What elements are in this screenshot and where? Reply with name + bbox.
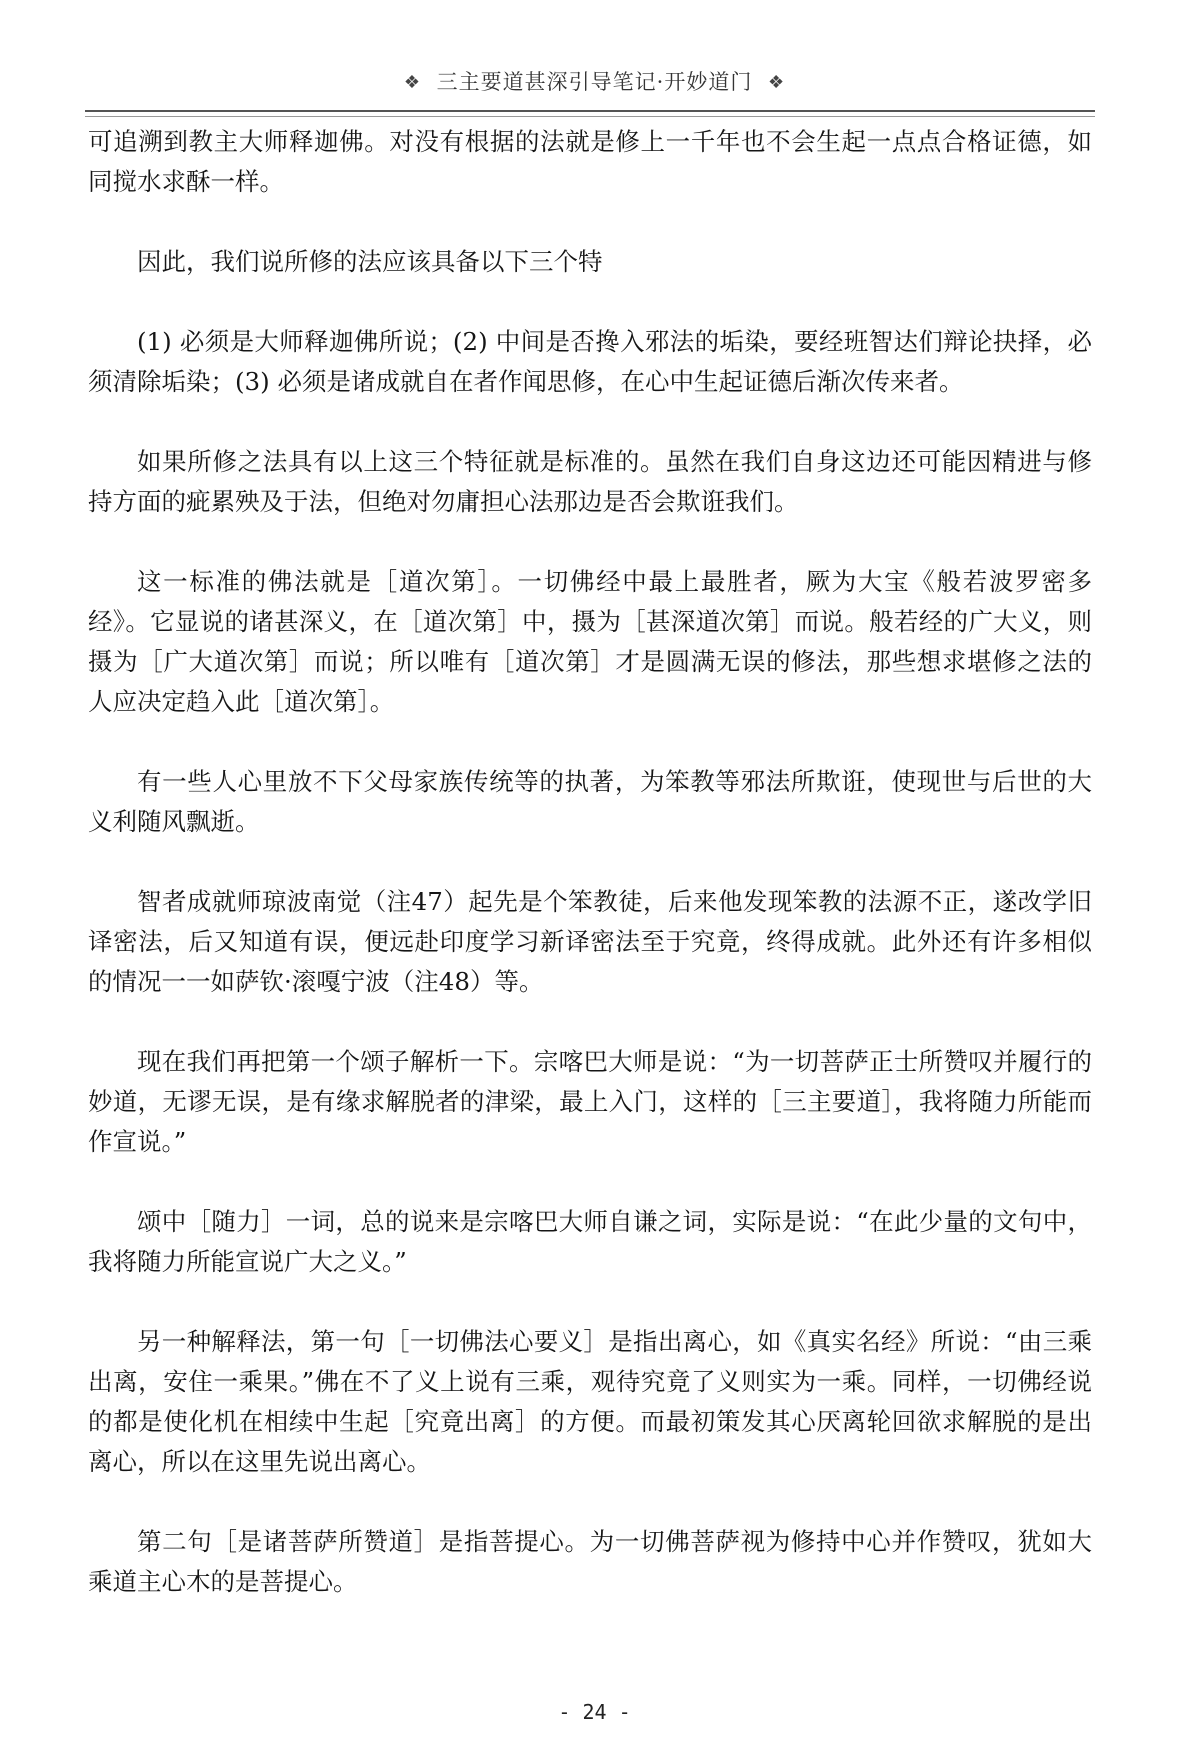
paragraph: 另一种解释法，第一句［一切佛法心要义］是指出离心，如《真实名经》所说：“由三乘出离，安住一乘果。”佛在不了义上说有三乘，观待究竟了义则实为一乘。同样，一切佛经说的都是使化机在相续中生起［究竟出离］的方便。而最初策发其心厌离轮回欲求解脱的是出离心，所以在这里先说出离心。 <box>88 1327 1092 1476</box>
paragraph: 这一标准的佛法就是［道次第］。一切佛经中最上最胜者，厥为大宝《般若波罗密多经》。它显说的诸甚深义，在［道次第］中，摄为［甚深道次第］而说。般若经的广大义，则摄为［广大道次第］而说；所以唯有［道次第］才是圆满无误的修法，那些想求堪修之法的人应决定趋入此［道次第］。 <box>88 567 1092 716</box>
header-rule-thin <box>85 116 1095 117</box>
paragraph: (1) 必须是大师释迦佛所说；(2) 中间是否搀入邪法的垢染，要经班智达们辩论抉择，必须清除垢染；(3) 必须是诸成就自在者作闻思修，在心中生起证德后渐次传来者。 <box>88 327 1092 396</box>
page-number: - 24 - <box>558 1700 631 1724</box>
paragraph: 智者成就师琼波南觉（注47）起先是个笨教徒，后来他发现笨教的法源不正，遂改学旧译密法，后又知道有误，便远赴印度学习新译密法至于究竟，终得成就。此外还有许多相似的情况一一如萨钦·滚嘎宁波（注48）等。 <box>88 887 1092 996</box>
ornament-left-icon: ❖ <box>403 72 421 93</box>
paragraph: 颂中［随力］一词，总的说来是宗喀巴大师自谦之词，实际是说：“在此少量的文句中，我将随力所能宣说广大之义。” <box>88 1207 1092 1276</box>
running-header <box>0 66 1189 96</box>
paragraph: 有一些人心里放不下父母家族传统等的执著，为笨教等邪法所欺诳，使现世与后世的大义利随风飘逝。 <box>88 767 1092 836</box>
paragraph: 第二句［是诸菩萨所赞道］是指菩提心。为一切佛菩萨视为修持中心并作赞叹，犹如大乘道主心木的是菩提心。 <box>88 1527 1092 1596</box>
header-rule <box>85 110 1095 112</box>
running-header-title: 三主要道甚深引导笔记·开妙道门 <box>436 70 753 94</box>
paragraph: 如果所修之法具有以上这三个特征就是标准的。虽然在我们自身这边还可能因精进与修持方面的疵累殃及于法，但绝对勿庸担心法那边是否会欺诳我们。 <box>88 447 1092 516</box>
paragraph: 因此，我们说所修的法应该具备以下三个特 <box>137 247 603 276</box>
paragraph: 现在我们再把第一个颂子解析一下。宗喀巴大师是说：“为一切菩萨正士所赞叹并履行的妙道，无谬无误，是有缘求解脱者的津梁，最上入门，这样的［三主要道］，我将随力所能而作宣说。” <box>88 1047 1092 1156</box>
paragraph-continued: 可追溯到教主大师释迦佛。对没有根据的法就是修上一千年也不会生起一点点合格证德，如同搅水求酥一样。 <box>88 127 1092 196</box>
ornament-right-icon: ❖ <box>768 72 786 93</box>
body-text <box>88 122 1092 1602</box>
